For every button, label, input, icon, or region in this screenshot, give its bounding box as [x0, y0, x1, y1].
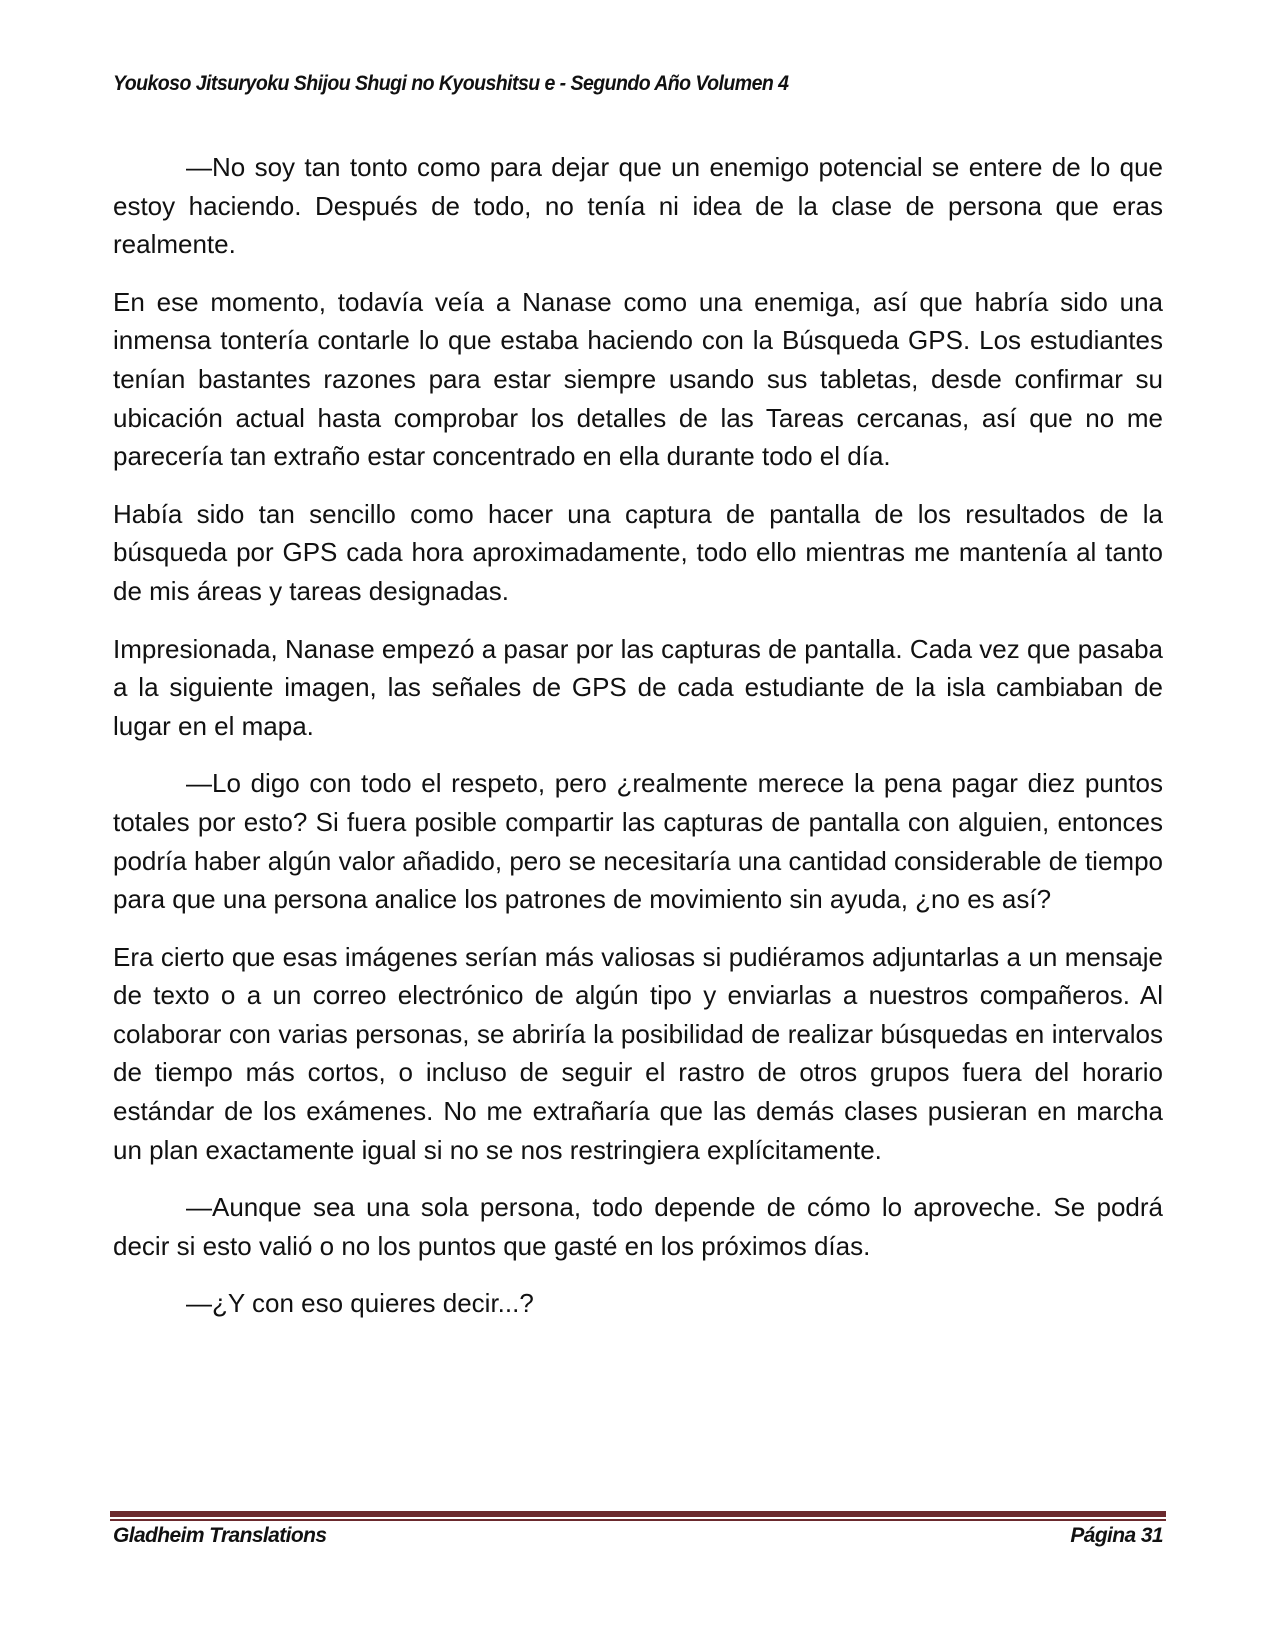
- paragraph: Impresionada, Nanase empezó a pasar por las capturas de pantalla. Cada vez que pasaba a la siguiente imagen, las señales de GPS de cada estudiante de la isla cambiaban de lugar en el mapa.: [113, 633, 1163, 741]
- paragraph: —No soy tan tonto como para dejar que un enemigo potencial se entere de lo que estoy haciendo. Después de todo, no tenía ni idea de la clase de persona que eras realmente.: [113, 152, 1163, 260]
- paragraph: En ese momento, todavía veía a Nanase como una enemiga, así que habría sido una inmensa tontería contarle lo que estaba haciendo con la Búsqueda GPS. Los estudiantes tenían bastantes razones para estar siempre usando sus tabletas, desde confirmar su ubicación actual hasta comprobar los detalles de las Tareas cercanas, así que no me parecería tan extraño estar concentrado en ella durante todo el día.: [113, 286, 1163, 472]
- paragraph: —Lo digo con todo el respeto, pero ¿realmente merece la pena pagar diez puntos totales por esto? Si fuera posible compartir las capturas de pantalla con alguien, entonces podría haber algún valor añadido, pero se necesitaría una cantidad considerable de tiempo para que una persona analice los patrones de movimiento sin ayuda, ¿no es así?: [113, 768, 1163, 915]
- running-header: Youkoso Jitsuryoku Shijou Shugi no Kyoushitsu e - Segundo Año Volumen 4: [113, 72, 789, 95]
- page-body: [113, 148, 1163, 1342]
- paragraph: —¿Y con eso quieres decir...?: [186, 1288, 534, 1319]
- footer-divider: [110, 1511, 1166, 1517]
- footer-credit: Gladheim Translations: [113, 1524, 327, 1547]
- paragraph: —Aunque sea una sola persona, todo depende de cómo lo aproveche. Se podrá decir si esto valió o no los puntos que gasté en los próximos días.: [113, 1192, 1163, 1261]
- page-number: Página 31: [1070, 1524, 1163, 1547]
- footer-divider-thin: [110, 1519, 1166, 1521]
- paragraph: Era cierto que esas imágenes serían más valiosas si pudiéramos adjuntarlas a un mensaje de texto o a un correo electrónico de algún tipo y enviarlas a nuestros compañeros. Al colaborar con varias personas, se abriría la posibilidad de realizar búsquedas en intervalos de tiempo más cortos, o incluso de seguir el rastro de otros grupos fuera del horario estándar de los exámenes. No me extrañaría que las demás clases pusieran en marcha un plan exactamente igual si no se nos restringiera explícitamente.: [113, 941, 1163, 1165]
- paragraph: Había sido tan sencillo como hacer una captura de pantalla de los resultados de la búsqueda por GPS cada hora aproximadamente, todo ello mientras me mantenía al tanto de mis áreas y tareas designadas.: [113, 498, 1163, 606]
